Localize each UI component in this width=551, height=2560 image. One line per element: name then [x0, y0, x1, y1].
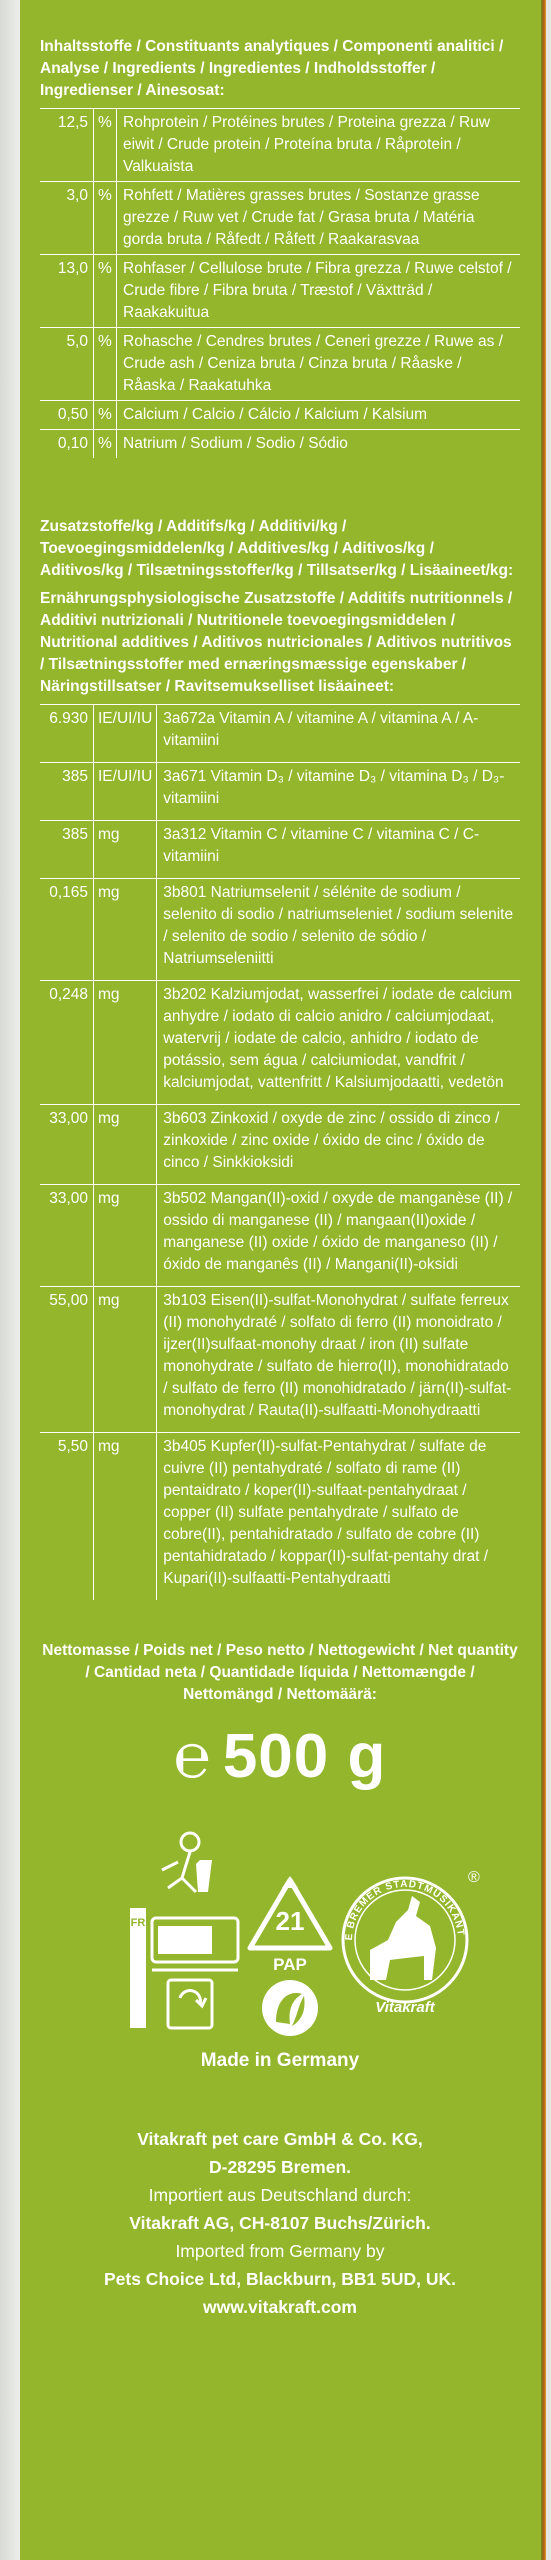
- importer-ch: Vitakraft AG, CH-8107 Buchs/Zürich.: [129, 2213, 431, 2233]
- description-cell: Rohfaser / Cellulose brute / Fibra grezza / Ruwe celstof / Crude fibre / Fibra bruta / Træstof / Växtträd / Raakakuitua: [117, 255, 521, 328]
- unit-cell: mg: [94, 1185, 157, 1287]
- additive-row: [40, 705, 520, 763]
- unit-cell: %: [94, 328, 117, 401]
- additive-row: [40, 1287, 520, 1433]
- description-cell: 3b202 Kalziumjodat, wasserfrei / iodate de calcium anhydre / iodato di calcio anidro / calciumjodaat, watervrij / iodate de calcio, anhidro / iodato de potássio, sem água / calciumiodat, vandfrit / kalciumjodat, vattenfritt / Kalsiumjodaatti, vedetön: [157, 981, 520, 1105]
- import-note-de: Importiert aus Deutschland durch:: [148, 2185, 412, 2205]
- package-edge-right: [541, 0, 546, 2560]
- recycling-number: 21: [275, 1906, 305, 1936]
- unit-cell: mg: [94, 1287, 157, 1433]
- description-cell: 3a671 Vitamin D₃ / vitamine D₃ / vitamina D₃ / D₃-vitamiini: [157, 763, 520, 821]
- description-cell: 3a672a Vitamin A / vitamine A / vitamina A / A-vitamiini: [157, 705, 520, 763]
- brand-mark: Vitakraft: [375, 1999, 435, 2016]
- description-cell: Rohfett / Matières grasses brutes / Sostanze grasse grezze / Ruw vet / Crude fat / Grasa bruta / Matéria gorda bruta / Råfedt / Råfett / Raakarasvaa: [117, 182, 521, 255]
- analytical-row: [40, 328, 520, 401]
- website-link[interactable]: www.vitakraft.com: [203, 2297, 357, 2317]
- unit-cell: mg: [94, 1105, 157, 1185]
- unit-cell: %: [94, 255, 117, 328]
- additive-row: [40, 1433, 520, 1601]
- package-side-panel: [20, 0, 546, 2560]
- unit-cell: %: [94, 109, 117, 182]
- additive-row: [40, 1105, 520, 1185]
- manufacturer-address: [40, 2125, 520, 2321]
- package-edge-left: [0, 0, 20, 2560]
- description-cell: 3b603 Zinkoxid / oxyde de zinc / ossido di zinco / zinkoxide / zinc oxide / óxido de cinc / óxido de cinco / Sinkkioksidi: [157, 1105, 520, 1185]
- analytical-table: [40, 108, 520, 458]
- fr-code-label: FR: [130, 1917, 146, 1929]
- seal-text: E BREMER STADTMUSIKANT: [343, 1878, 466, 1941]
- triman-fr-icon: [130, 1908, 238, 2028]
- unit-cell: mg: [94, 821, 157, 879]
- description-cell: 3b405 Kupfer(II)-sulfat-Pentahydrat / sulfate de cuivre (II) pentahydraté / solfato di rame (II) pentaidrato / koper(II)-sulfaat-pentahydraat / copper (II) sulfate pentahydrate / sulfato de cobre(II), pentahidratado / sulfato de cobre (II) pentahidratado / koppar(II)-sulfat-pentahy drat / Kupari(II)-sulfaatti-Pentahydraatti: [157, 1433, 520, 1601]
- analytical-header: Inhaltsstoffe / Constituants analytiques / Componenti analitici / Analyse / Ingredients / Ingredientes / Indholdsstoffer / Ingredienser / Ainesosat:: [40, 38, 504, 99]
- analytical-row: [40, 255, 520, 328]
- recycling-material: PAP: [273, 1955, 307, 1974]
- additive-row: [40, 821, 520, 879]
- import-note-en: Imported from Germany by: [175, 2241, 385, 2261]
- amount-cell: 0,10: [40, 430, 94, 459]
- additive-row: [40, 879, 520, 981]
- amount-cell: 0,165: [40, 879, 94, 981]
- additive-row: [40, 763, 520, 821]
- analytical-row: [40, 182, 520, 255]
- recycling-paper-icon: [250, 1876, 330, 1974]
- amount-cell: 5,50: [40, 1433, 94, 1601]
- amount-cell: 385: [40, 821, 94, 879]
- unit-cell: %: [94, 401, 117, 430]
- amount-cell: 0,50: [40, 401, 94, 430]
- amount-cell: 33,00: [40, 1185, 94, 1287]
- estimated-sign-icon: ℮: [173, 1722, 211, 1791]
- unit-cell: IE/UI/IU: [94, 705, 157, 763]
- amount-cell: 0,248: [40, 981, 94, 1105]
- recycling-symbols: [40, 1830, 520, 2075]
- net-quantity: [40, 1722, 520, 1792]
- amount-cell: 5,0: [40, 328, 94, 401]
- description-cell: Calcium / Calcio / Cálcio / Kalcium / Kalsium: [117, 401, 521, 430]
- amount-cell: 385: [40, 763, 94, 821]
- additives-table: [40, 704, 520, 1600]
- unit-cell: %: [94, 182, 117, 255]
- tidyman-icon: [162, 1833, 212, 1892]
- additive-row: [40, 1185, 520, 1287]
- symbols-graphic: [40, 1830, 520, 2045]
- additive-row: [40, 981, 520, 1105]
- company-name: Vitakraft pet care GmbH & Co. KG,: [137, 2129, 423, 2149]
- label-content: [40, 36, 520, 2321]
- amount-cell: 3,0: [40, 182, 94, 255]
- additives-header: Zusatzstoffe/kg / Additifs/kg / Additivi/kg / Toevoegingsmiddelen/kg / Additives/kg / Aditivos/kg / Aditivos/kg / Tilsætningsstoffer/kg / Tillsatser/kg / Lisäaineet/kg:: [40, 518, 514, 579]
- description-cell: Rohprotein / Protéines brutes / Proteina grezza / Ruw eiwit / Crude protein / Proteína bruta / Råprotein / Valkuaista: [117, 109, 521, 182]
- description-cell: 3b103 Eisen(II)-sulfat-Monohydrat / sulfate ferreux (II) monohydraté / solfato di ferro (II) monoidrato / ijzer(II)sulfaat-monohy draat / iron (II) sulfate monohydrate / sulfato de hierro(II), monohidratado / sulfato de ferro (II) monohidratado / järn(II)-sulfat-monohydrat / Rauta(II)-sulfaatti-Monohydraatti: [157, 1287, 520, 1433]
- bremen-musicians-seal: [40, 1830, 480, 2016]
- net-quantity-label: Nettomasse / Poids net / Peso netto / Nettogewicht / Net quantity / Cantidad neta / Quantidade líquida / Nettomængde / Nettomängd / Nettomäärä:: [42, 1642, 518, 1703]
- analytical-row: [40, 401, 520, 430]
- registered-mark: ®: [468, 1869, 480, 1886]
- description-cell: Rohasche / Cendres brutes / Ceneri grezze / Ruwe as / Crude ash / Ceniza bruta / Cinza bruta / Råaske / Råaska / Raakatuhka: [117, 328, 521, 401]
- nutritional-additives-header: Ernährungsphysiologische Zusatzstoffe / Additifs nutritionnels / Additivi nutrizionali / Nutritionele toevoegingsmiddelen / Nutritional additives / Aditivos nutricionales / Aditivos nutritivos / Tilsætningsstoffer med ernæringsmæssige egenskaber / Näringstillsatser / Ravitsemukselliset lisäaineet:: [40, 590, 513, 695]
- description-cell: 3b801 Natriumselenit / sélénite de sodium / selenito di sodio / natriumseleniet / sodium selenite / selenito de sodio / selenito de sódio / Natriumseleniitti: [157, 879, 520, 981]
- made-in-germany: Made in Germany: [200, 2050, 360, 2071]
- net-quantity-value: 500 g: [222, 1722, 387, 1791]
- unit-cell: %: [94, 430, 117, 459]
- company-city: D-28295 Bremen.: [208, 2157, 352, 2177]
- description-cell: 3a312 Vitamin C / vitamine C / vitamina C / C-vitamiini: [157, 821, 520, 879]
- recycle-bin-icon: [168, 1980, 212, 2028]
- unit-cell: IE/UI/IU: [94, 763, 157, 821]
- analytical-row: [40, 109, 520, 182]
- unit-cell: mg: [94, 1433, 157, 1601]
- unit-cell: mg: [94, 879, 157, 981]
- analytical-row: [40, 430, 520, 459]
- amount-cell: 13,0: [40, 255, 94, 328]
- amount-cell: 6.930: [40, 705, 94, 763]
- amount-cell: 55,00: [40, 1287, 94, 1433]
- description-cell: 3b502 Mangan(II)-oxid / oxyde de manganèse (II) / ossido di manganese (II) / mangaan(II)oxide / manganese (II) oxide / óxido de manganeso (II) / óxido de manganês (II) / Mangani(II)-oksidi: [157, 1185, 520, 1287]
- importer-uk: Pets Choice Ltd, Blackburn, BB1 5UD, UK.: [103, 2269, 456, 2289]
- amount-cell: 33,00: [40, 1105, 94, 1185]
- green-dot-icon: [262, 1980, 318, 2036]
- amount-cell: 12,5: [40, 109, 94, 182]
- unit-cell: mg: [94, 981, 157, 1105]
- description-cell: Natrium / Sodium / Sodio / Sódio: [117, 430, 521, 459]
